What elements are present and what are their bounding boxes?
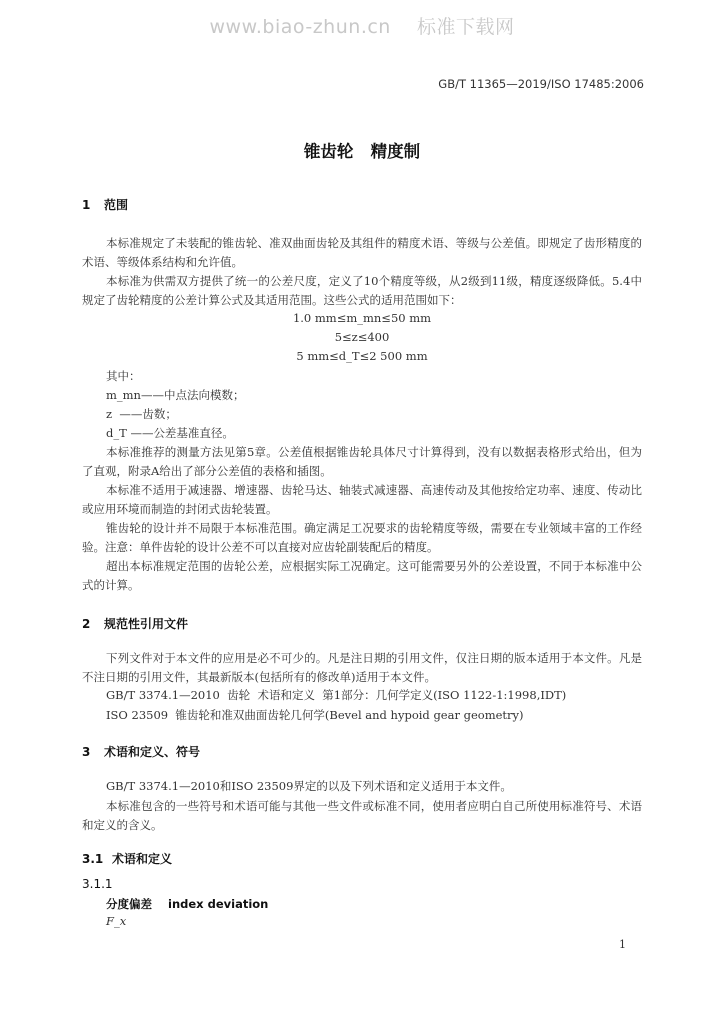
subsection-title: 术语和定义: [112, 852, 173, 866]
paragraph: 本标准推荐的测量方法见第5章。公差值根据锥齿轮具体尺寸计算得到，没有以数据表格形式给出，但为了直观，附录A给出了部分公差值的表格和插图。: [82, 445, 642, 478]
page-title: 锥齿轮 精度制: [303, 142, 421, 161]
section-number: 3: [82, 745, 91, 759]
term-label: 分度偏差 index deviation: [106, 897, 269, 911]
reference-line: ISO 23509 锥齿轮和准双曲面齿轮几何学(Bevel and hypoid gear geometry): [106, 708, 524, 722]
standard-id: GB/T 11365—2019/ISO 17485:2006: [438, 77, 644, 91]
formula: 5 mm≤d_T≤2 500 mm: [296, 349, 428, 363]
section-number: 1: [82, 198, 91, 212]
section-3-heading: [82, 743, 200, 760]
paragraph: GB/T 3374.1—2010和ISO 23509界定的以及下列术语和定义适用于本文件。: [106, 779, 512, 793]
definition-line: m_mn——中点法向模数；: [106, 388, 245, 402]
subsection-heading: [82, 850, 172, 867]
term-symbol: F_x: [106, 914, 127, 928]
paragraph: 锥齿轮的设计并不局限于本标准范围。确定满足工况要求的齿轮精度等级，需要在专业领域丰富的工作经验。注意：单件齿轮的设计公差不可以直接对应齿轮副装配后的精度。: [82, 521, 642, 554]
paragraph: 本标准不适用于减速器、增速器、齿轮马达、轴装式减速器、高速传动及其他按给定功率、速度、传动比或应用环境而制造的封闭式齿轮装置。: [82, 483, 642, 516]
paragraph: 本标准规定了未装配的锥齿轮、准双曲面齿轮及其组件的精度术语、等级与公差值。即规定了齿形精度的术语、等级体系结构和允许值。: [82, 236, 642, 269]
paragraph: 下列文件对于本文件的应用是必不可少的。凡是注日期的引用文件，仅注日期的版本适用于本文件。凡是不注日期的引用文件，其最新版本(包括所有的修改单)适用于本文件。: [82, 651, 642, 684]
where-label: 其中：: [106, 369, 141, 383]
paragraph: 超出本标准规定范围的齿轮公差，应根据实际工况确定。这可能需要另外的公差设置，不同于本标准中公式的计算。: [82, 559, 642, 592]
section-2-heading: [82, 615, 188, 632]
formula: 1.0 mm≤m_mn≤50 mm: [292, 311, 432, 325]
definition-line: d_T ——公差基准直径。: [106, 426, 234, 440]
paragraph: 本标准包含的一些符号和术语可能与其他一些文件或标准不同，使用者应明白自己所使用标准符号、术语和定义的含义。: [82, 799, 642, 832]
subsection-number: 3.1: [82, 852, 104, 866]
term-number: 3.1.1: [82, 877, 113, 891]
page-number: 1: [619, 938, 626, 951]
formula: 5≤z≤400: [334, 330, 390, 344]
reference-line: GB/T 3374.1—2010 齿轮 术语和定义 第1部分：几何学定义(ISO 1122-1:1998,IDT): [106, 688, 567, 702]
watermark: www.biao-zhun.cn 标准下载网: [209, 16, 515, 38]
definition-line: z ——齿数；: [106, 407, 177, 421]
section-title: 规范性引用文件: [104, 617, 189, 631]
section-1-heading: [82, 196, 128, 213]
section-title: 术语和定义、符号: [104, 745, 201, 759]
paragraph: 本标准为供需双方提供了统一的公差尺度，定义了10个精度等级，从2级到11级，精度逐级降低。5.4中规定了齿轮精度的公差计算公式及其适用范围。这些公式的适用范围如下：: [82, 274, 642, 307]
section-number: 2: [82, 617, 91, 631]
section-title: 范围: [104, 198, 129, 212]
